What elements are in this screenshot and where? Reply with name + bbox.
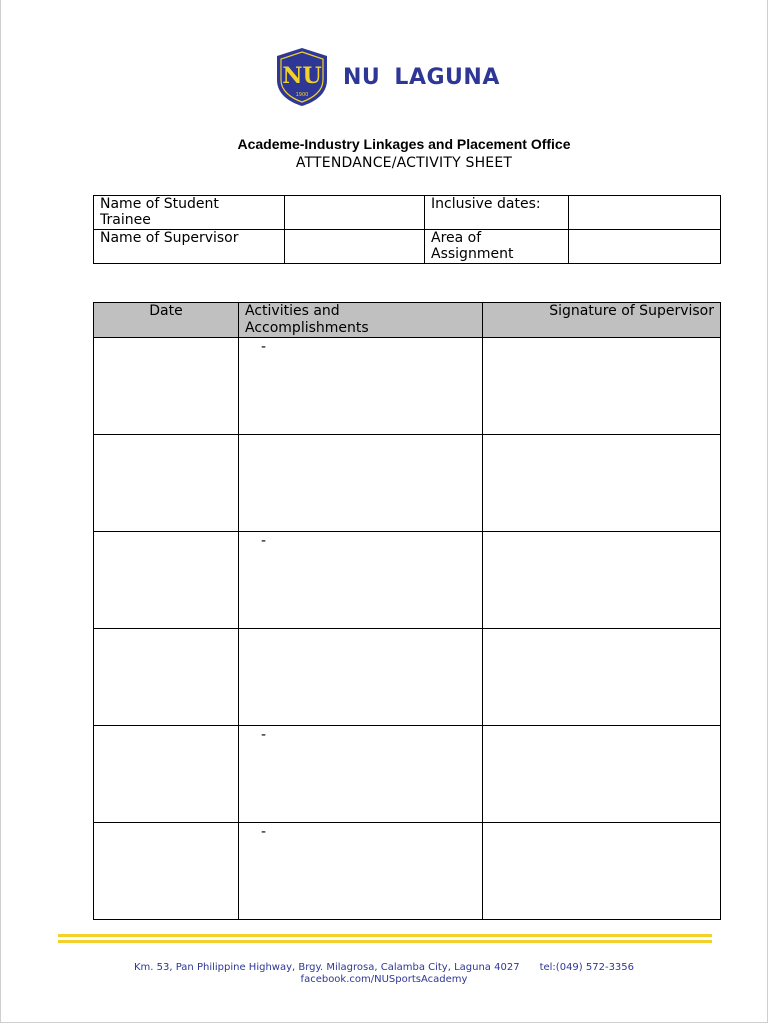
inclusive-dates-field[interactable] xyxy=(569,196,721,230)
activity-cell[interactable] xyxy=(239,726,483,823)
svg-text:NU: NU xyxy=(282,63,322,89)
activities-header-line2: Accomplishments xyxy=(245,320,369,336)
supervisor-label: Name of Supervisor xyxy=(94,230,285,264)
signature-cell[interactable] xyxy=(483,726,721,823)
activity-text: - xyxy=(261,533,267,549)
area-label-cell xyxy=(425,230,569,264)
footer-contact xyxy=(1,962,767,986)
info-row xyxy=(94,196,721,230)
signature-cell[interactable] xyxy=(483,823,721,920)
date-header: Date xyxy=(94,303,239,338)
brand-name: NU LAGUNA xyxy=(343,64,500,90)
activities-header xyxy=(239,303,483,338)
activity-table xyxy=(93,302,721,920)
footer-social[interactable]: facebook.com/NUSportsAcademy xyxy=(300,974,468,985)
activity-text: - xyxy=(261,824,267,840)
signature-cell[interactable] xyxy=(483,532,721,629)
activity-row xyxy=(94,629,721,726)
date-cell[interactable] xyxy=(94,338,239,435)
footer-address-row xyxy=(1,962,767,974)
area-assignment-field[interactable] xyxy=(569,230,721,264)
signature-cell[interactable] xyxy=(483,435,721,532)
activity-row xyxy=(94,726,721,823)
sheet-title: ATTENDANCE/ACTIVITY SHEET xyxy=(295,155,513,171)
date-cell[interactable] xyxy=(94,435,239,532)
student-name-field[interactable] xyxy=(285,196,425,230)
signature-header: Signature of Supervisor xyxy=(483,303,721,338)
activities-header-line1: Activities and xyxy=(245,303,340,319)
activity-cell[interactable] xyxy=(239,338,483,435)
activity-cell[interactable] xyxy=(239,532,483,629)
date-cell[interactable] xyxy=(94,629,239,726)
signature-cell[interactable] xyxy=(483,629,721,726)
activity-text: - xyxy=(261,727,267,743)
activity-row xyxy=(94,338,721,435)
activity-text xyxy=(245,640,261,641)
activity-row xyxy=(94,435,721,532)
dates-label: Inclusive dates: xyxy=(425,196,569,230)
signature-cell[interactable] xyxy=(483,338,721,435)
date-cell[interactable] xyxy=(94,532,239,629)
footer-line-top xyxy=(58,934,712,937)
activity-cell[interactable] xyxy=(239,435,483,532)
activity-cell[interactable] xyxy=(239,629,483,726)
area-label-line1: Area of xyxy=(431,230,482,246)
svg-text:1900: 1900 xyxy=(295,92,309,98)
trainee-info-table xyxy=(93,195,721,264)
activity-text xyxy=(245,446,261,447)
student-label-cell xyxy=(94,196,285,230)
activity-header-row xyxy=(94,303,721,338)
supervisor-name-field[interactable] xyxy=(285,230,425,264)
date-cell[interactable] xyxy=(94,823,239,920)
activity-row xyxy=(94,823,721,920)
footer-tel: tel:(049) 572-3356 xyxy=(539,962,635,973)
nu-shield-logo-icon xyxy=(275,47,329,107)
header-logo xyxy=(275,47,500,107)
activity-text: - xyxy=(261,339,267,355)
office-title: Academe-Industry Linkages and Placement Office xyxy=(237,136,571,152)
footer-line-bottom xyxy=(58,940,712,943)
info-row xyxy=(94,230,721,264)
activity-row xyxy=(94,532,721,629)
footer-address: Km. 53, Pan Philippine Highway, Brgy. Milagrosa, Calamba City, Laguna 4027 xyxy=(133,962,520,973)
student-label-line1: Name of Student xyxy=(100,196,219,212)
student-label-line2: Trainee xyxy=(100,212,151,228)
area-label-line2: Assignment xyxy=(431,246,514,262)
date-cell[interactable] xyxy=(94,726,239,823)
activity-cell[interactable] xyxy=(239,823,483,920)
